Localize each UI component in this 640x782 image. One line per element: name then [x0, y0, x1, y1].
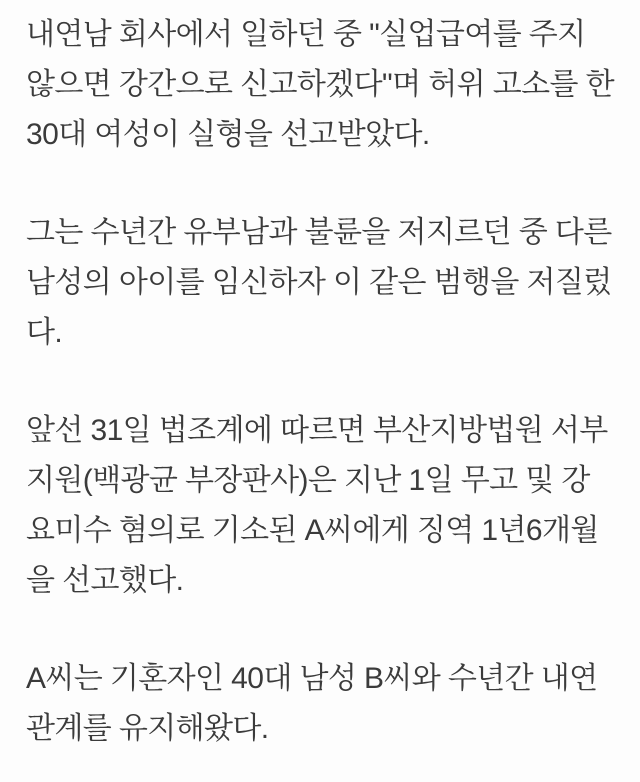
article-paragraph-4: A씨는 기혼자인 40대 남성 B씨와 수년간 내연 관계를 유지해왔다. — [26, 662, 598, 745]
article-paragraph-2: 그는 수년간 유부남과 불륜을 저지르던 중 다른 남성의 아이를 임신하자 이 같은 범행을 저질렀다. — [26, 216, 612, 349]
article-paragraph-1: 내연남 회사에서 일하던 중 "실업급여를 주지 않으면 강간으로 신고하겠다"며 허위 고소를 한 30대 여성이 실형을 선고받았다. — [26, 18, 614, 151]
article-paragraph-3: 앞선 31일 법조계에 따르면 부산지방법원 서부지원(백광균 부장판사)은 지난 1일 무고 및 강요미수 혐의로 기소된 A씨에게 징역 1년6개월을 선고했다. — [26, 414, 608, 597]
